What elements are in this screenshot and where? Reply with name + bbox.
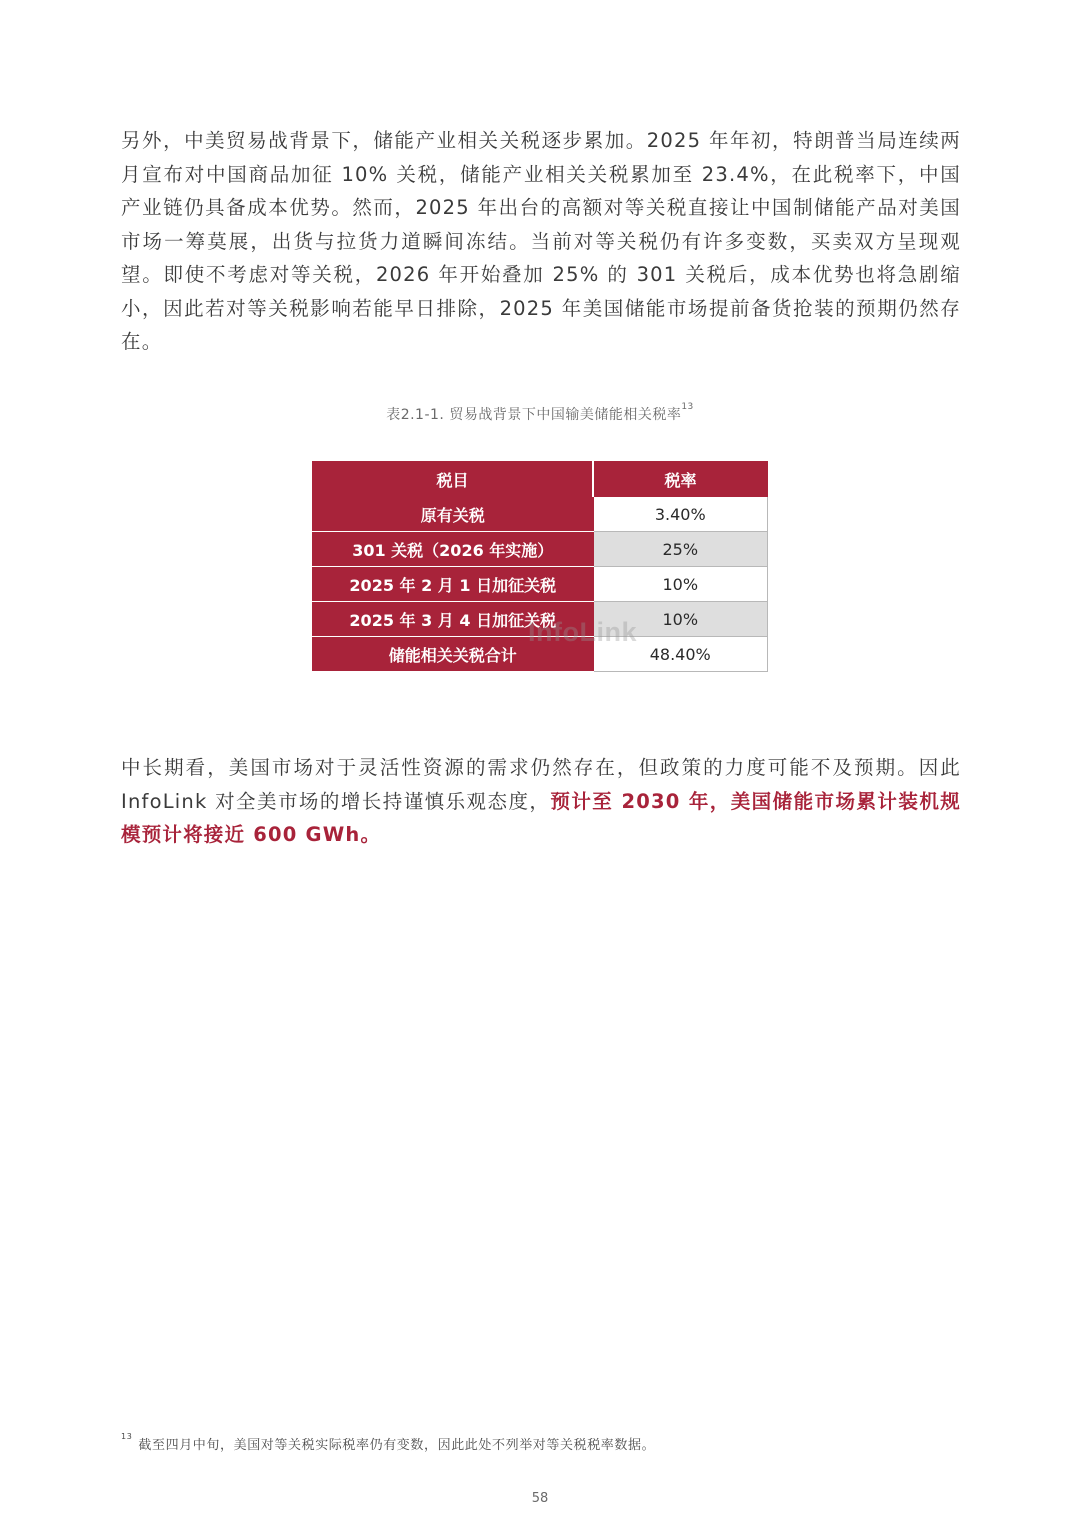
table-row-item: 储能相关关税合计 — [313, 637, 594, 672]
table-caption-footnote-ref: 13 — [681, 402, 694, 412]
table-row-rate: 10% — [593, 602, 768, 637]
table-row — [313, 532, 768, 567]
page-number: 58 — [531, 1491, 549, 1506]
footnote-ref: 13 — [121, 1432, 133, 1441]
table-row-rate: 25% — [593, 532, 768, 567]
footnote — [121, 1434, 655, 1453]
body-paragraph-2-highlight: 预计至 2030 年，美国储能市场累计装机规模预计将接近 600 GWh。 — [121, 789, 961, 846]
table-row — [313, 637, 768, 672]
table-header-item: 税目 — [313, 462, 594, 497]
table-row-item: 2025 年 3 月 4 日加征关税 — [313, 602, 594, 637]
table-row — [313, 497, 768, 532]
tariff-table — [312, 461, 768, 672]
table-caption-text: 表2.1-1. 贸易战背景下中国输美储能相关税率 — [386, 407, 682, 423]
table-caption — [0, 404, 1080, 424]
table-header-row — [313, 462, 768, 497]
body-paragraph-2 — [121, 751, 961, 852]
table-header-rate: 税率 — [593, 462, 768, 497]
table-row-item: 301 关税（2026 年实施） — [313, 532, 594, 567]
table-row-item: 原有关税 — [313, 497, 594, 532]
table-row — [313, 602, 768, 637]
table-row — [313, 567, 768, 602]
table-row-item: 2025 年 2 月 1 日加征关税 — [313, 567, 594, 602]
infolink-watermark: InfoLink — [528, 617, 637, 647]
footnote-text: 截至四月中旬，美国对等关税实际税率仍有变数，因此此处不列举对等关税税率数据。 — [138, 1438, 656, 1453]
body-paragraph-2-text: 中长期看，美国市场对于灵活性资源的需求仍然存在，但政策的力度可能不及预期。因此 InfoLink 对全美市场的增长持谨慎乐观态度， — [121, 756, 961, 813]
body-paragraph-1: 另外，中美贸易战背景下，储能产业相关关税逐步累加。2025 年年初，特朗普当局连续两月宣布对中国商品加征 10% 关税，储能产业相关关税累加至 23.4%，在此税率下，中国产业链仍具备成本优势。然而，2025 年出台的高额对等关税直接让中国制储能产品对美国市场一筹莫展，出货与拉货力道瞬间冻结。当前对等关税仍有许多变数，买卖双方呈现观望。即使不考虑对等关税，2026 年开始叠加 25% 的 301 关税后，成本优势也将急剧缩小，因此若对等关税影响若能早日排除，2025 年美国储能市场提前备货抢装的预期仍然存在。 — [121, 129, 961, 353]
table-row-rate: 3.40% — [593, 497, 768, 532]
table-row-rate: 10% — [593, 567, 768, 602]
table-row-rate: 48.40% — [593, 637, 768, 672]
